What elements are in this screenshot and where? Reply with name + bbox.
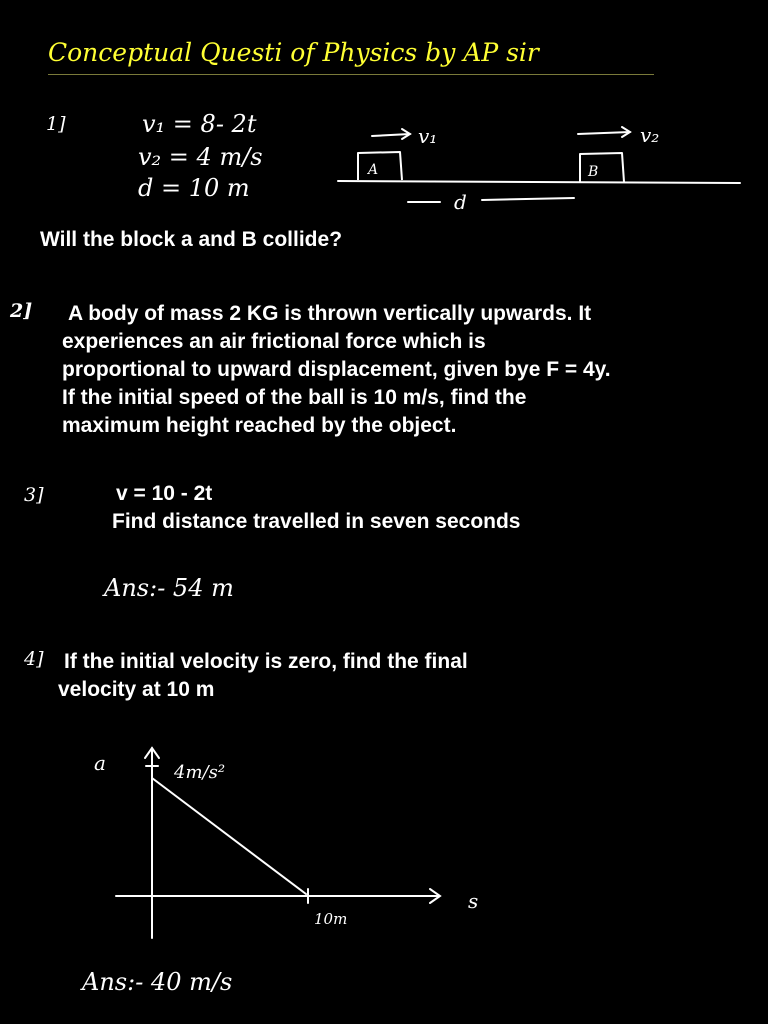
q2-line-5: maximum height reached by the object. [62,414,457,437]
q2-line-1: A body of mass 2 KG is thrown vertically upwards. It [68,302,592,325]
q2-line-3: proportional to upward displacement, given bye F = 4y. [62,358,611,381]
distance-label: d [454,190,467,214]
q1-equation-v2: v₂ = 4 m/s [138,143,263,171]
question-1-number: 1] [46,113,66,135]
q1-question: Will the block a and B collide? [40,228,343,251]
q1-collision-diagram [330,118,750,218]
q4-line-1: If the initial velocity is zero, find the final [64,650,468,673]
q1-equation-d: d = 10 m [138,174,250,202]
q2-line-4: If the initial speed of the ball is 10 m/s, find the [62,386,527,409]
q4-answer: Ans:- 40 m/s [82,968,233,996]
v1-arrow-icon [372,134,410,136]
q1-equation-v1: v₁ = 8- 2t [142,110,257,138]
v2-arrow-icon [578,132,630,134]
acceleration-line [152,778,306,894]
v1-label: v₁ [418,124,438,148]
block-a [358,152,402,180]
y-axis-label: a [94,751,106,775]
x-axis-label: s [468,889,479,913]
block-b [580,153,624,182]
block-a-label: A [368,162,379,178]
block-b-label: B [588,164,599,180]
q4-line-2: velocity at 10 m [58,678,215,701]
page-title: Conceptual Questi of Physics by AP sir [48,38,539,67]
question-3-number: 3] [24,484,44,506]
a0-label: 4m/s² [174,762,226,783]
q4-acceleration-displacement-graph [80,740,500,950]
ground-line [338,181,740,183]
s-end-label: 10m [314,910,348,928]
title-underline [48,74,654,75]
q3-answer: Ans:- 54 m [104,574,234,602]
q3-equation: v = 10 - 2t [116,482,213,505]
q2-line-2: experiences an air frictional force which is [62,330,486,353]
q3-question: Find distance travelled in seven seconds [112,510,521,533]
question-4-number: 4] [24,648,44,670]
question-2-number: 2] [10,300,33,322]
v2-label: v₂ [640,123,660,147]
